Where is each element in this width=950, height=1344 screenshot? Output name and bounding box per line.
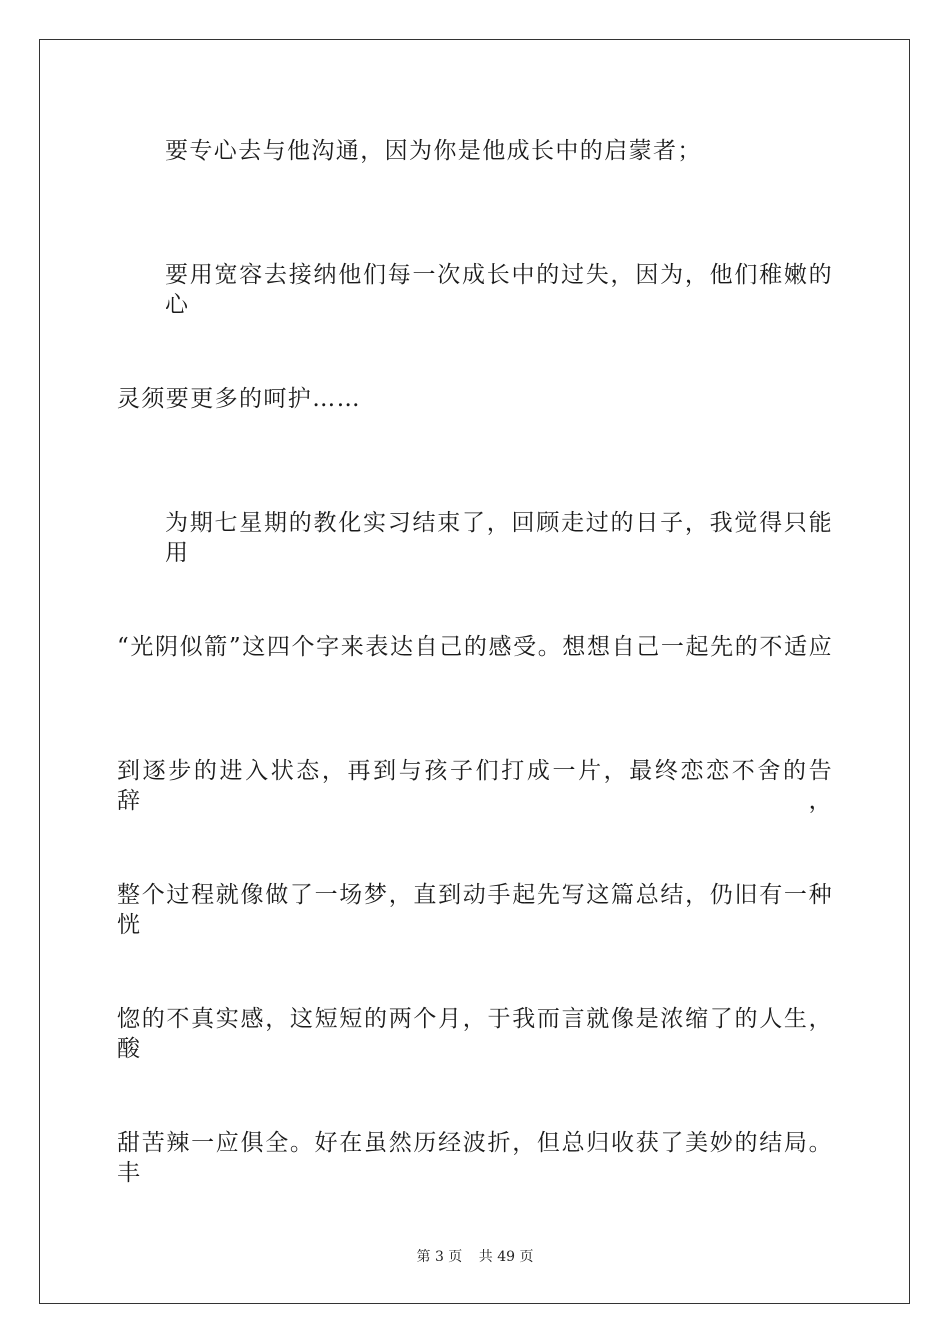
paragraph-line: 甜苦辣一应俱全。好在虽然历经波折，但总归收获了美妙的结局。丰 — [117, 1130, 833, 1186]
paragraph-line: 灵须要更多的呵护…… — [117, 386, 361, 412]
paragraph-line: 为期七星期的教化实习结束了，回顾走过的日子，我觉得只能用 — [165, 510, 833, 566]
paragraph-line: 到逐步的进入状态，再到与孩子们打成一片，最终恋恋不舍的告辞， — [117, 758, 833, 814]
page-border — [39, 39, 910, 1304]
paragraph-line: 要用宽容去接纳他们每一次成长中的过失，因为，他们稚嫩的心 — [165, 262, 833, 318]
paragraph-line: “光阴似箭”这四个字来表达自己的感受。想想自己一起先的不适应 — [117, 634, 833, 660]
paragraph-line: 要专心去与他沟通，因为你是他成长中的启蒙者； — [165, 138, 702, 164]
paragraph-line: 惚的不真实感，这短短的两个月，于我而言就像是浓缩了的人生，酸 — [117, 1006, 833, 1062]
page-total: 共 49 页 — [478, 1249, 534, 1265]
paragraph-line: 整个过程就像做了一场梦，直到动手起先写这篇总结，仍旧有一种恍 — [117, 882, 833, 938]
page-number: 第 3 页 — [416, 1249, 463, 1265]
page-footer — [0, 1246, 950, 1266]
